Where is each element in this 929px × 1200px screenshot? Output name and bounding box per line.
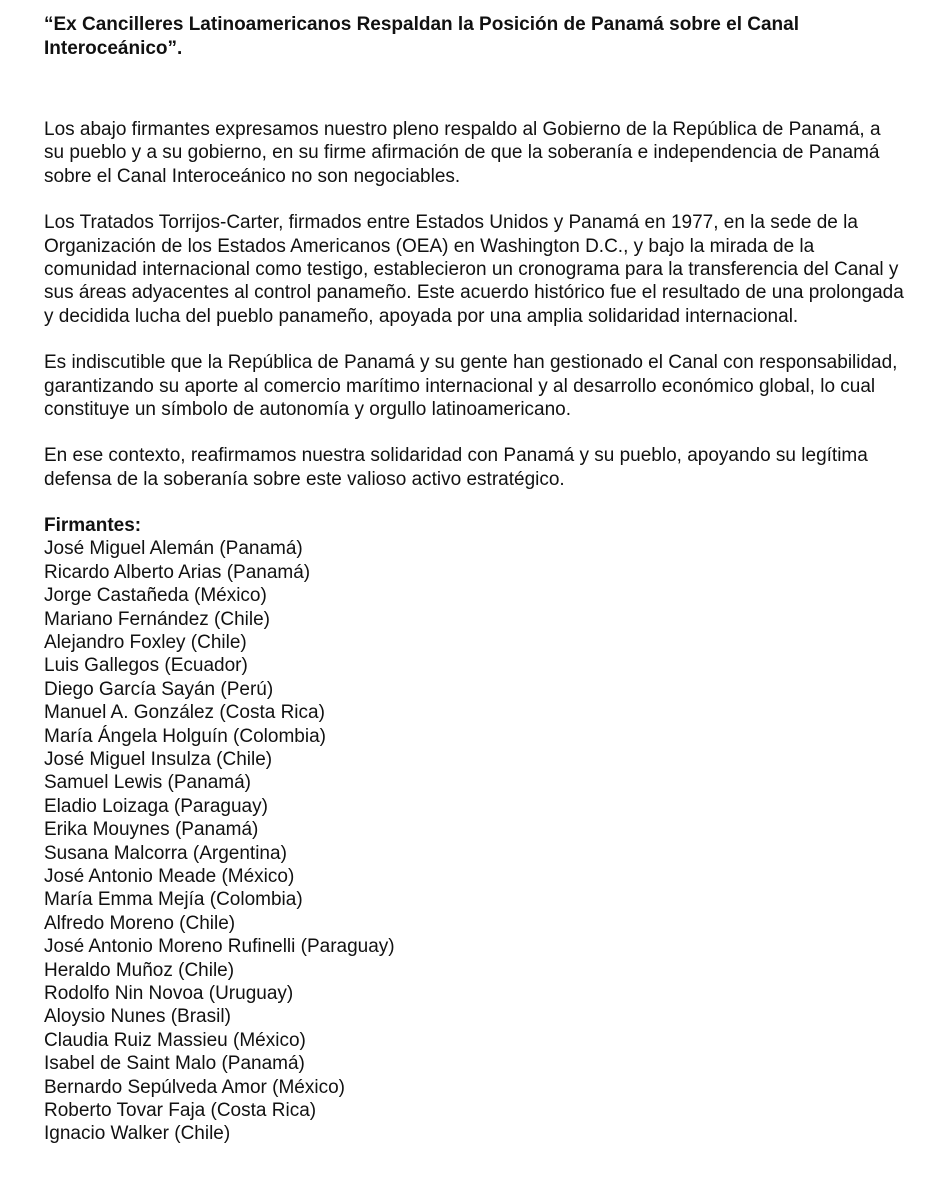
- signer-item: Mariano Fernández (Chile): [44, 608, 270, 630]
- signer-item: Bernardo Sepúlveda Amor (México): [44, 1076, 345, 1098]
- signer-item: Ricardo Alberto Arias (Panamá): [44, 561, 311, 583]
- signer-item: José Miguel Insulza (Chile): [44, 748, 273, 770]
- signer-item: Samuel Lewis (Panamá): [44, 772, 251, 794]
- signer-item: Heraldo Muñoz (Chile): [44, 959, 235, 981]
- signer-item: Susana Malcorra (Argentina): [44, 842, 287, 864]
- paragraph: Es indiscutible que la República de Panamá y su gente han gestionado el Canal con responsabilidad, garantizando su aporte al comercio marítimo internacional y al desarrollo económico global, lo cual constituye un símbolo de autonomía y orgullo latinoamericano.: [44, 352, 898, 421]
- document-body: [44, 118, 904, 491]
- signer-item: José Antonio Moreno Rufinelli (Paraguay): [44, 936, 395, 958]
- signer-item: Manuel A. González (Costa Rica): [44, 702, 325, 724]
- signer-item: Diego García Sayán (Perú): [44, 678, 274, 700]
- signer-item: José Antonio Meade (México): [44, 865, 295, 887]
- signer-item: Claudia Ruiz Massieu (México): [44, 1029, 306, 1051]
- signer-item: Alfredo Moreno (Chile): [44, 912, 236, 934]
- signer-item: Roberto Tovar Faja (Costa Rica): [44, 1100, 317, 1122]
- paragraph: En ese contexto, reafirmamos nuestra solidaridad con Panamá y su pueblo, apoyando su legítima defensa de la soberanía sobre este valioso activo estratégico.: [44, 445, 868, 490]
- signer-item: Isabel de Saint Malo (Panamá): [44, 1053, 305, 1075]
- signers-list: [44, 537, 904, 1146]
- signer-item: Alejandro Foxley (Chile): [44, 631, 247, 653]
- signer-item: María Ángela Holguín (Colombia): [44, 725, 326, 747]
- signer-item: Ignacio Walker (Chile): [44, 1123, 231, 1145]
- signer-item: Erika Mouynes (Panamá): [44, 819, 259, 841]
- signer-item: José Miguel Alemán (Panamá): [44, 538, 303, 560]
- signer-item: Aloysio Nunes (Brasil): [44, 1006, 231, 1028]
- signer-item: Luis Gallegos (Ecuador): [44, 655, 248, 677]
- signer-item: María Emma Mejía (Colombia): [44, 889, 303, 911]
- paragraph: Los Tratados Torrijos-Carter, firmados entre Estados Unidos y Panamá en 1977, en la sede de la Organización de los Estados Americanos (OEA) en Washington D.C., y bajo la mirada de la comunidad internacional como testigo, establecieron un cronograma para la transferencia del Canal y sus áreas adyacentes al control panameño. Este acuerdo histórico fue el resultado de una prolongada y decidida lucha del pueblo panameño, apoyada por una amplia solidaridad internacional.: [44, 212, 904, 327]
- signer-item: Jorge Castañeda (México): [44, 585, 267, 607]
- signer-item: Eladio Loizaga (Paraguay): [44, 795, 268, 817]
- signers-heading: Firmantes:: [44, 515, 142, 537]
- signer-item: Rodolfo Nin Novoa (Uruguay): [44, 983, 294, 1004]
- paragraph: Los abajo firmantes expresamos nuestro pleno respaldo al Gobierno de la República de Panamá, a su pueblo y a su gobierno, en su firme afirmación de que la soberanía e independencia de Panamá sobre el Canal Interoceánico no son negociables.: [44, 119, 881, 187]
- document-title: “Ex Cancilleres Latinoamericanos Respaldan la Posición de Panamá sobre el Canal Interoceánico”.: [44, 14, 800, 59]
- signers-section: [44, 514, 904, 1146]
- document-page: [44, 13, 904, 1146]
